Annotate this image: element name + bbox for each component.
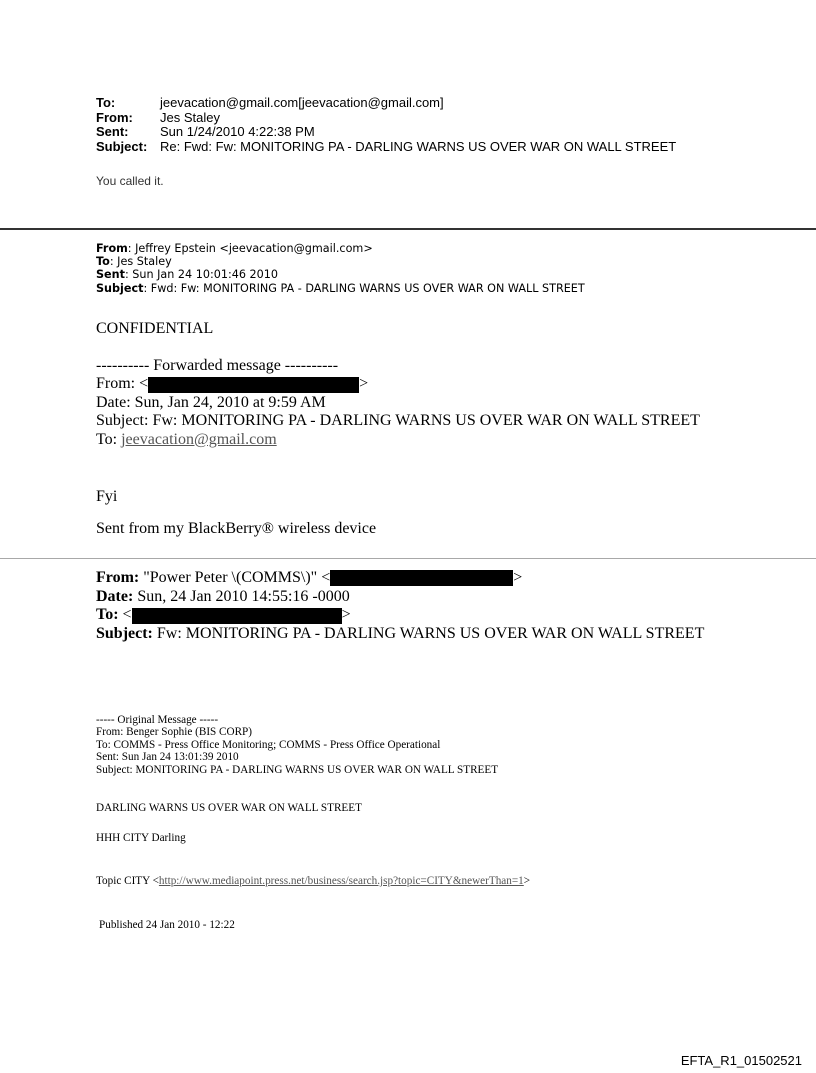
email3-from-suffix: > [513, 569, 523, 586]
email2-subject-row [96, 282, 585, 295]
email1-to-row [96, 96, 676, 111]
topic-link[interactable]: http://www.mediapoint.press.net/business/search.jsp?topic=CITY&newerThan=1 [158, 875, 524, 887]
email2-to-row [96, 255, 585, 268]
blackberry-signature: Sent from my BlackBerry® wireless device [96, 520, 377, 537]
published-date: Published 24 Jan 2010 - 12:22 [99, 919, 235, 931]
confidential-label: CONFIDENTIAL [96, 320, 214, 337]
email3-subject-label: Subject: [96, 624, 153, 642]
email3-header [96, 569, 704, 643]
email1-header [96, 96, 676, 154]
email1-body: You called it. [96, 174, 164, 188]
email2-from-label: From [96, 242, 128, 255]
email2-header [96, 242, 585, 295]
email3-to-label: To: [96, 606, 119, 624]
email1-from-label: From: [96, 109, 133, 125]
email3-date-row [96, 588, 704, 607]
email2-to-value: : Jes Staley [109, 255, 172, 269]
email1-subject-value: Re: Fwd: Fw: MONITORING PA - DARLING WARNS US OVER WAR ON WALL STREET [160, 138, 677, 154]
article-tag: HHH CITY Darling [96, 832, 186, 844]
email2-from-value: : Jeffrey Epstein <jeevacation@gmail.com> [127, 242, 373, 255]
email3-to-row [96, 606, 704, 625]
email3-date-value: Sun, 24 Jan 2010 14:55:16 -0000 [133, 587, 350, 605]
email2-sent-label: Sent [96, 268, 125, 282]
email2-sent-value: : Sun Jan 24 10:01:46 2010 [124, 268, 278, 282]
email3-from-row [96, 569, 704, 588]
email1-to-label: To: [96, 95, 116, 110]
fwd-to-row [96, 431, 700, 449]
original-subject: Subject: MONITORING PA - DARLING WARNS US OVER WAR ON WALL STREET [96, 763, 499, 776]
original-message [96, 714, 498, 776]
article-headline: DARLING WARNS US OVER WAR ON WALL STREET [96, 802, 362, 814]
email1-sent-value: Sun 1/24/2010 4:22:38 PM [160, 124, 315, 139]
email1-from-row [96, 111, 676, 126]
separator-thin [0, 558, 816, 559]
email3-from-label: From: [96, 569, 140, 586]
fwd-from-row [96, 375, 700, 393]
forwarded-message-block [96, 357, 700, 449]
separator-thick [0, 228, 816, 230]
email3-date-label: Date: [96, 587, 134, 605]
email1-to-value: jeevacation@gmail.com[jeevacation@gmail.com] [160, 95, 444, 110]
fwd-to-prefix: To: [96, 430, 122, 448]
fwd-from-suffix: > [359, 375, 369, 393]
email3-subject-value: Fw: MONITORING PA - DARLING WARNS US OVER WAR ON WALL STREET [152, 624, 705, 642]
email2-subject-label: Subject [96, 281, 144, 295]
forwarded-marker: ---------- Forwarded message ---------- [96, 357, 339, 374]
email2-to-label: To [96, 255, 110, 269]
topic-suffix: > [523, 875, 531, 887]
topic-line [96, 875, 530, 887]
fwd-from-prefix: From: < [96, 375, 149, 393]
original-sent: Sent: Sun Jan 24 13:01:39 2010 [96, 751, 239, 764]
email2-from-row [96, 242, 585, 255]
email3-from-value: "Power Peter \(COMMS\)" < [139, 569, 331, 586]
fwd-subject-row: Subject: Fw: MONITORING PA - DARLING WARNS US OVER WAR ON WALL STREET [96, 412, 700, 430]
email1-from-value: Jes Staley [160, 109, 220, 125]
email3-to-value: < [118, 606, 132, 624]
redaction-box [148, 377, 359, 393]
original-to: To: COMMS - Press Office Monitoring; COMMS - Press Office Operational [96, 738, 441, 751]
email2-sent-row [96, 268, 585, 281]
fwd-to-email-link[interactable]: jeevacation@gmail.com [121, 430, 277, 448]
email3-to-suffix: > [341, 606, 351, 624]
redaction-box [330, 570, 513, 586]
email1-sent-row [96, 125, 676, 140]
fwd-date-row: Date: Sun, Jan 24, 2010 at 9:59 AM [96, 393, 326, 411]
original-from: From: Benger Sophie (BIS CORP) [96, 726, 253, 739]
topic-prefix: Topic CITY < [96, 875, 159, 887]
original-marker: ----- Original Message ----- [96, 714, 219, 726]
document-id: EFTA_R1_01502521 [680, 1053, 802, 1068]
email1-sent-label: Sent: [96, 124, 129, 139]
email3-subject-row [96, 625, 704, 644]
email1-subject-row [96, 140, 676, 155]
fyi-text: Fyi [96, 488, 118, 505]
email1-subject-label: Subject: [96, 138, 148, 154]
email2-subject-value: : Fwd: Fw: MONITORING PA - DARLING WARNS US OVER WAR ON WALL STREET [143, 281, 585, 295]
redaction-box [132, 608, 342, 624]
